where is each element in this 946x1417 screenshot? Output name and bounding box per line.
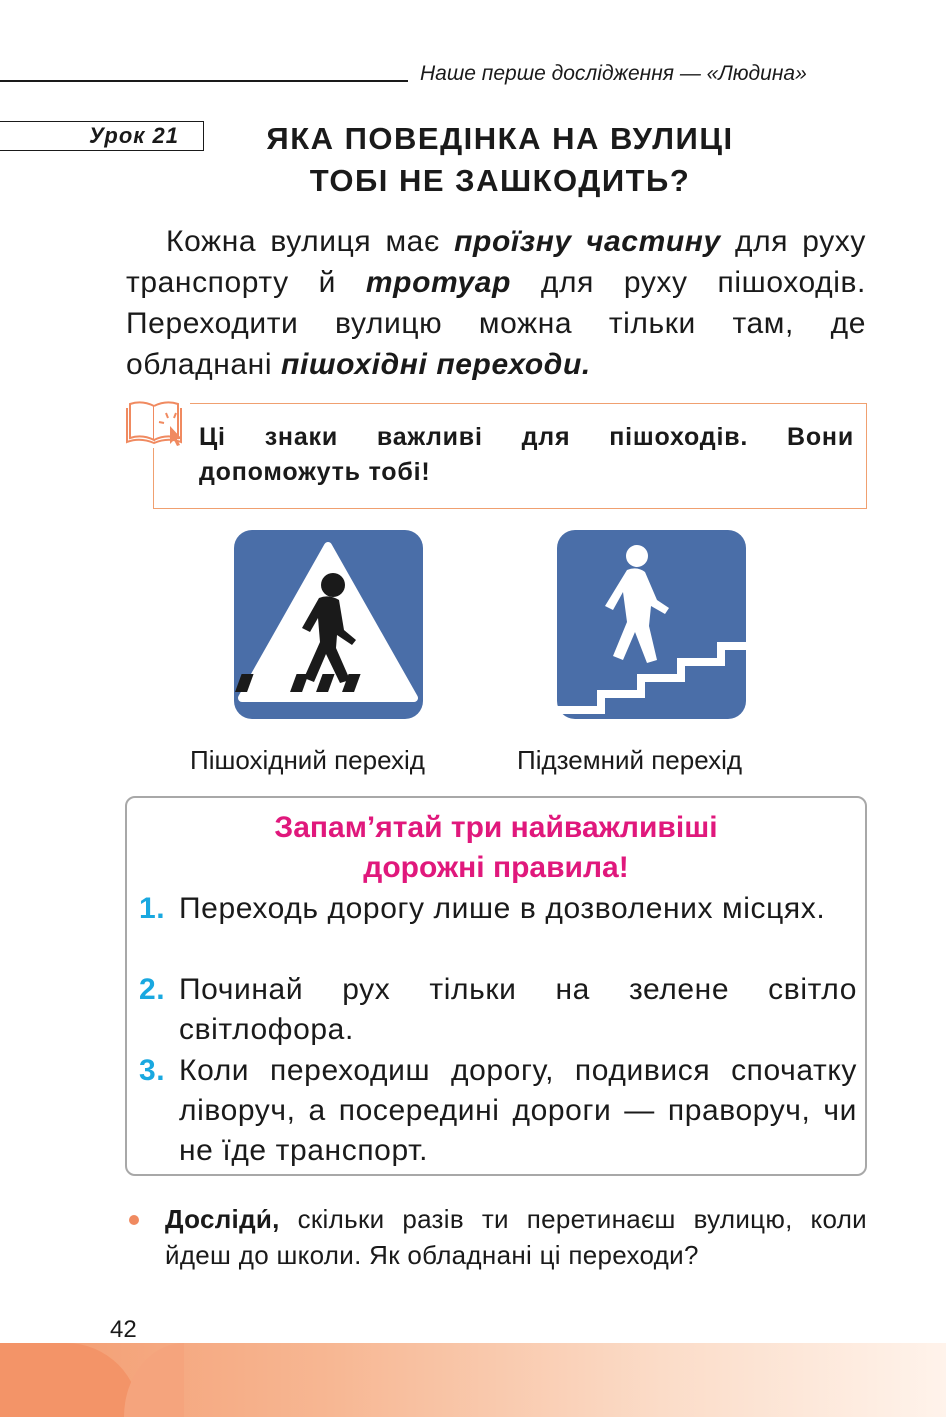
underground-crossing-label: Підземний перехід — [517, 745, 743, 775]
rules-title — [127, 808, 865, 888]
task-text: скільки разів ти перетинаєш вулицю, коли йдеш до школи. Як обладнані ці переходи? — [165, 1204, 867, 1270]
research-task — [165, 1201, 867, 1273]
rules-box — [125, 796, 867, 1176]
book-pointer-icon — [124, 396, 190, 448]
pedestrian-crossing-sign-icon — [234, 530, 423, 719]
intro-text-2: для руху транспорту й — [126, 225, 867, 299]
rule-item-2 — [139, 970, 857, 1050]
task-keyword: Досліди́, — [165, 1204, 280, 1234]
intro-paragraph — [126, 221, 866, 385]
rule-text: Починай рух тільки на зелене світло світлофора. — [179, 973, 857, 1046]
note-box — [153, 403, 867, 509]
lesson-title — [220, 118, 780, 202]
page-number: 42 — [110, 1316, 137, 1343]
intro-text-4: . — [581, 348, 591, 381]
rule-number: 1. — [139, 892, 166, 925]
rules-title-line2: дорожні правила! — [363, 851, 629, 884]
bullet-icon — [129, 1215, 139, 1225]
rule-number: 2. — [139, 973, 166, 1006]
intro-text-3: для руху пішоходів. Переходити вулицю можна тільки там, де обладнані — [126, 266, 866, 381]
rules-title-line1: Запам’ятай три найважливіші — [274, 811, 718, 844]
lesson-title-line1: ЯКА ПОВЕДІНКА НА ВУЛИЦІ — [266, 121, 734, 156]
note-text: Ці знаки важливі для пішоходів. Вони допоможуть тобі! — [199, 423, 854, 486]
rule-text: Переходь дорогу лише в дозволених місцях. — [179, 892, 826, 925]
term-roadway: проїзну частину — [454, 225, 721, 258]
rule-item-3 — [139, 1051, 857, 1171]
rule-text: Коли переходиш дорогу, подивися спочатку ліворуч, а посередині дороги — праворуч, чи не їде транспорт. — [179, 1054, 857, 1167]
lesson-title-line2: ТОБІ НЕ ЗАШКОДИТЬ? — [309, 163, 691, 198]
intro-text-1: Кожна вулиця має — [166, 225, 455, 258]
pedestrian-crossing-label: Пішохідний перехід — [190, 745, 425, 775]
term-crosswalks: пішохідні переходи — [281, 348, 582, 381]
rule-number: 3. — [139, 1054, 166, 1087]
lesson-label: Урок 21 — [0, 121, 204, 151]
header-rule — [0, 80, 408, 82]
section-title: Наше перше дослідження — «Людина» — [420, 62, 807, 85]
term-sidewalk: тротуар — [365, 266, 512, 299]
rule-item-1 — [139, 889, 857, 929]
underground-crossing-sign-icon — [557, 530, 746, 719]
